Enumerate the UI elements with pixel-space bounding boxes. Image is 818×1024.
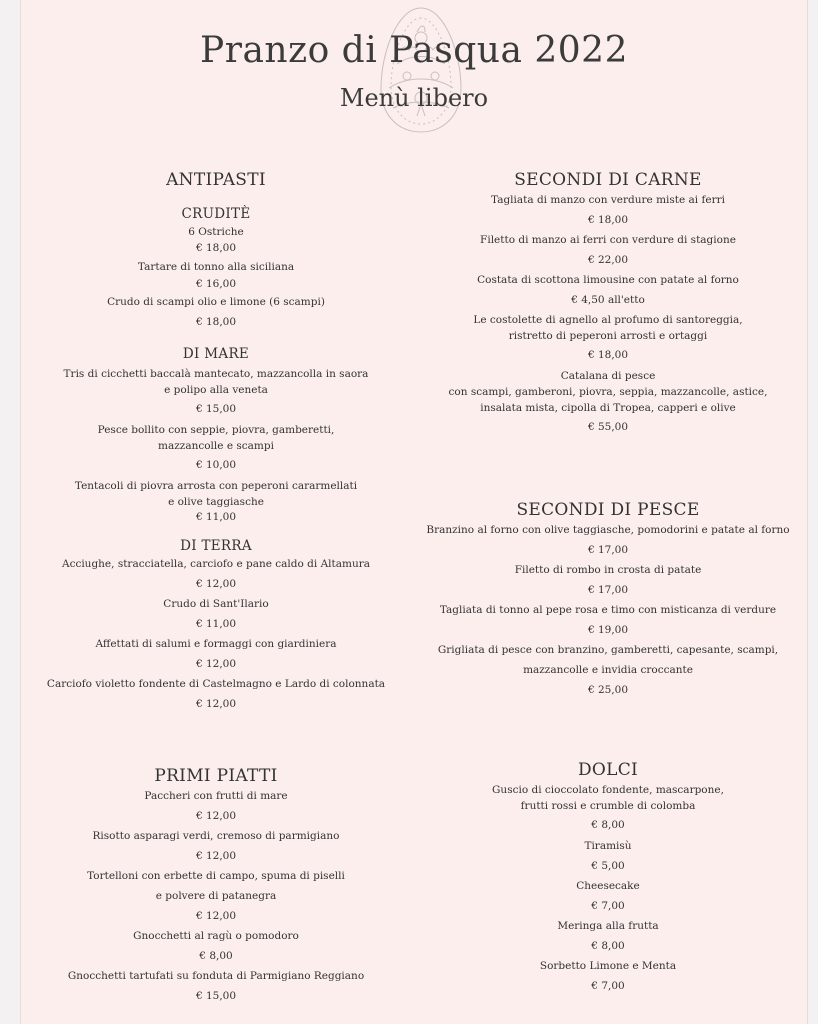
- menu-item-price: € 4,50 all'etto: [571, 294, 645, 306]
- menu-item-price: € 18,00: [195, 316, 237, 328]
- menu-subtitle: Menù libero: [339, 84, 489, 112]
- menu-item-name: Tentacoli di piovra arrosta con peperoni cararmellati: [74, 480, 358, 492]
- menu-item-price: € 12,00: [195, 910, 237, 922]
- menu-item-price: € 55,00: [587, 421, 629, 433]
- menu-item-name: Tartare di tonno alla siciliana: [137, 261, 295, 273]
- menu-item-name: Cheesecake: [576, 880, 640, 892]
- menu-item-name: Catalana di pesce: [560, 370, 656, 382]
- menu-item-name: Gnocchetti al ragù o pomodoro: [133, 930, 299, 942]
- menu-item-name: frutti rossi e crumble di colomba: [520, 800, 696, 812]
- menu-item-price: € 8,00: [591, 819, 625, 831]
- menu-item-name: mazzancolle e scampi: [158, 440, 274, 452]
- di-mare-section: [21, 346, 411, 524]
- section-title: DOLCI: [577, 760, 639, 780]
- subsection-title: CRUDITÈ: [181, 206, 251, 222]
- menu-item-name: Crudo di scampi olio e limone (6 scampi): [107, 296, 325, 308]
- menu-item-price: € 25,00: [587, 684, 629, 696]
- primi-section: [21, 766, 411, 1006]
- menu-item-price: € 10,00: [195, 459, 237, 471]
- section-title: SECONDI DI CARNE: [514, 170, 702, 190]
- menu-item-name: ristretto di peperoni arrosti e ortaggi: [508, 330, 708, 342]
- menu-item-name: e polvere di patanegra: [155, 890, 277, 902]
- antipasti-section: [21, 170, 411, 190]
- menu-item-name: Grigliata di pesce con branzino, gamberetti, capesante, scampi,: [437, 644, 779, 656]
- section-title: PRIMI PIATTI: [154, 766, 278, 786]
- menu-item-price: € 8,00: [591, 940, 625, 952]
- subsection-title: DI TERRA: [180, 538, 252, 554]
- menu-item-price: € 8,00: [199, 950, 233, 962]
- menu-item-price: € 16,00: [195, 278, 237, 290]
- menu-item-name: Tris di cicchetti baccalà mantecato, mazzancolla in saora: [63, 368, 369, 380]
- menu-item-name: 6 Ostriche: [188, 226, 244, 238]
- menu-item-price: € 18,00: [587, 214, 629, 226]
- secondi-carne-section: [413, 170, 803, 438]
- menu-item-name: Affettati di salumi e formaggi con giardiniera: [95, 638, 337, 650]
- menu-item-price: € 12,00: [195, 698, 237, 710]
- menu-item-name: Costata di scottona limousine con patate al forno: [477, 274, 739, 286]
- menu-item-name: Tagliata di manzo con verdure miste ai ferri: [491, 194, 725, 206]
- menu-title: Pranzo di Pasqua 2022: [200, 30, 628, 71]
- menu-item-name: Pesce bollito con seppie, piovra, gamberetti,: [97, 424, 335, 436]
- menu-item-price: € 18,00: [587, 349, 629, 361]
- crudite-section: [21, 206, 411, 332]
- menu-item-price: € 17,00: [587, 584, 629, 596]
- menu-item-name: Filetto di manzo ai ferri con verdure di stagione: [480, 234, 736, 246]
- menu-item-name: Tagliata di tonno al pepe rosa e timo con misticanza di verdure: [439, 604, 777, 616]
- menu-item-name: mazzancolle e invidia croccante: [523, 664, 693, 676]
- dolci-section: [413, 760, 803, 996]
- menu-item-price: € 5,00: [591, 860, 625, 872]
- menu-item-name: Crudo di Sant'Ilario: [163, 598, 269, 610]
- menu-item-price: € 15,00: [195, 990, 237, 1002]
- menu-item-name: insalata mista, cipolla di Tropea, capperi e olive: [480, 402, 736, 414]
- menu-item-price: € 19,00: [587, 624, 629, 636]
- menu-item-name: Acciughe, stracciatella, carciofo e pane caldo di Altamura: [61, 558, 371, 570]
- subsection-title: DI MARE: [182, 346, 250, 362]
- menu-item-name: e olive taggiasche: [168, 496, 264, 508]
- secondi-pesce-section: [413, 500, 803, 700]
- menu-item-name: Tiramisù: [584, 840, 632, 852]
- menu-item-price: € 17,00: [587, 544, 629, 556]
- section-title: SECONDI DI PESCE: [516, 500, 700, 520]
- menu-item-name: Meringa alla frutta: [557, 920, 659, 932]
- menu-item-price: € 7,00: [591, 980, 625, 992]
- menu-item-name: Tortelloni con erbette di campo, spuma di piselli: [87, 870, 345, 882]
- menu-item-name: Guscio di cioccolato fondente, mascarpone,: [492, 784, 724, 796]
- menu-item-name: Gnocchetti tartufati su fonduta di Parmigiano Reggiano: [67, 970, 365, 982]
- menu-item-name: Sorbetto Limone e Menta: [539, 960, 677, 972]
- menu-item-price: € 12,00: [195, 658, 237, 670]
- menu-item-name: Branzino al forno con olive taggiasche, pomodorini e patate al forno: [426, 524, 790, 536]
- menu-item-name: e polipo alla veneta: [164, 384, 268, 396]
- menu-item-price: € 12,00: [195, 850, 237, 862]
- menu-item-name: Carciofo violetto fondente di Castelmagno e Lardo di colonnata: [46, 678, 386, 690]
- menu-item-price: € 12,00: [195, 578, 237, 590]
- menu-item-name: Le costolette di agnello al profumo di santoreggia,: [473, 314, 743, 326]
- menu-item-name: Filetto di rombo in crosta di patate: [514, 564, 702, 576]
- menu-item-name: con scampi, gamberoni, piovra, seppia, mazzancolle, astice,: [448, 386, 768, 398]
- menu-page: [20, 0, 808, 1024]
- menu-item-name: Paccheri con frutti di mare: [144, 790, 288, 802]
- menu-item-price: € 12,00: [195, 810, 237, 822]
- menu-item-price: € 11,00: [195, 618, 237, 630]
- menu-item-price: € 18,00: [195, 242, 237, 254]
- section-title: ANTIPASTI: [166, 170, 266, 190]
- di-terra-section: [21, 538, 411, 714]
- menu-item-price: € 11,00: [195, 511, 237, 523]
- menu-item-price: € 22,00: [587, 254, 629, 266]
- menu-item-price: € 7,00: [591, 900, 625, 912]
- menu-item-name: Risotto asparagi verdi, cremoso di parmigiano: [92, 830, 340, 842]
- menu-item-price: € 15,00: [195, 403, 237, 415]
